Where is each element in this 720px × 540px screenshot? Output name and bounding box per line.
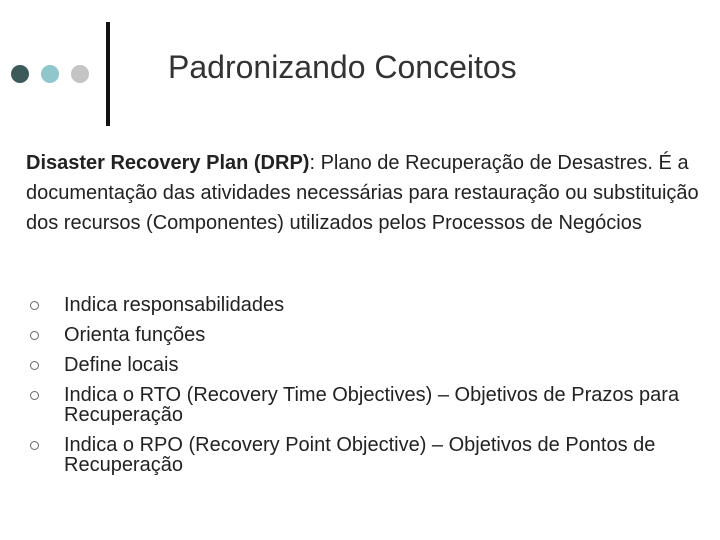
list-item xyxy=(30,355,690,375)
list-item xyxy=(30,295,690,315)
list-item-text: Indica o RPO (Recovery Point Objective) – Objetivos de Pontos de Recuperação xyxy=(64,434,656,476)
slide-title: Padronizando Conceitos xyxy=(168,49,517,85)
hollow-circle-icon xyxy=(30,391,39,400)
hollow-circle-icon xyxy=(30,331,39,340)
list-item-text: Indica responsabilidades xyxy=(64,294,285,316)
dot-gray-icon xyxy=(71,65,89,83)
list-item-text: Define locais xyxy=(64,354,179,376)
title-divider-line xyxy=(106,22,110,126)
list-item-text: Orienta funções xyxy=(64,324,206,346)
list-item xyxy=(30,385,690,425)
hollow-circle-icon xyxy=(30,361,39,370)
intro-paragraph xyxy=(26,148,706,238)
dot-teal-icon xyxy=(41,65,59,83)
dot-dark-icon xyxy=(11,65,29,83)
list-item xyxy=(30,435,690,475)
hollow-circle-icon xyxy=(30,441,39,450)
bullet-list xyxy=(30,295,690,485)
list-item-text: Indica o RTO (Recovery Time Objectives) – Objetivos de Prazos para Recuperação xyxy=(64,384,680,426)
intro-definition: : Plano de Recuperação de Desastres. É a documentação das atividades necessárias para restauração ou substituição dos recursos (Componentes) utilizados pelos Processos de Negócios xyxy=(26,152,699,234)
hollow-circle-icon xyxy=(30,301,39,310)
intro-term: Disaster Recovery Plan (DRP) xyxy=(26,152,310,174)
list-item xyxy=(30,325,690,345)
